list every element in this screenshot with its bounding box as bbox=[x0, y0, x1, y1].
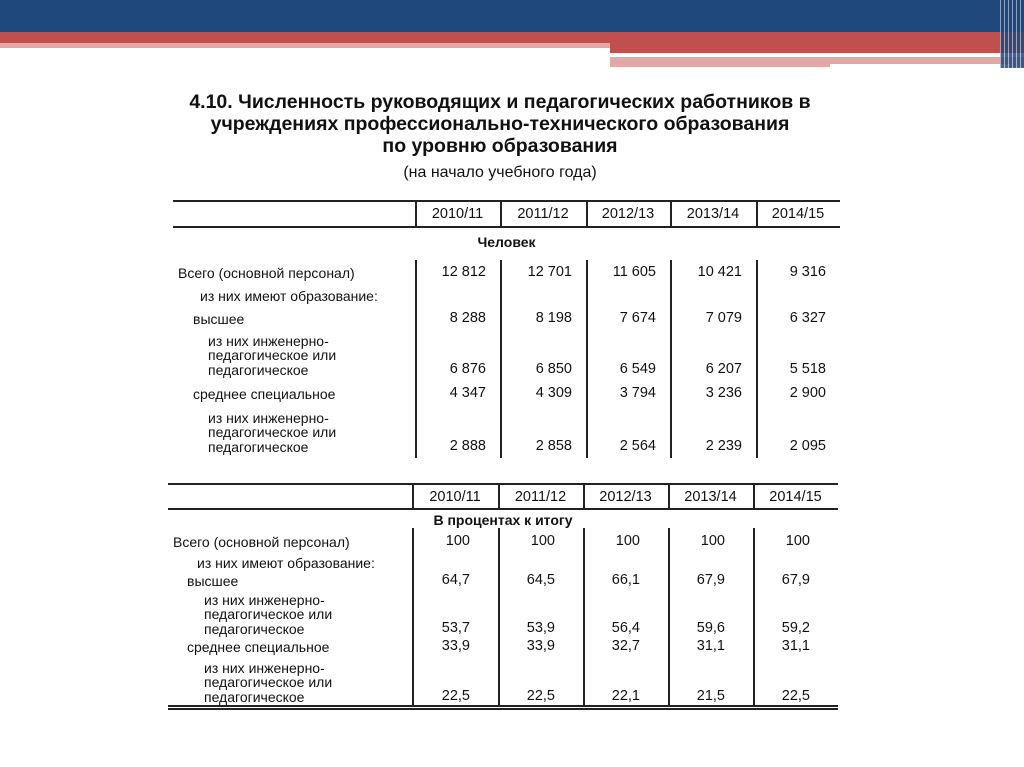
cell-value: 4 309 bbox=[535, 385, 572, 401]
row-label: из них инженерно- педагогическое или педагогическое bbox=[204, 591, 333, 637]
row-label: из них инженерно- педагогическое или педагогическое bbox=[208, 332, 337, 378]
cell-value: 4 347 bbox=[449, 385, 486, 401]
header-band-red-right bbox=[610, 43, 1024, 53]
cell-value: 22,5 bbox=[441, 688, 470, 704]
unit-caption: Человек bbox=[477, 234, 536, 250]
column-header: 2010/11 bbox=[431, 206, 484, 222]
row-label: среднее специальное bbox=[187, 638, 330, 655]
column-header: 2014/15 bbox=[771, 206, 825, 222]
row-label: Всего (основной персонал) bbox=[178, 264, 355, 281]
cell-value: 8 288 bbox=[449, 310, 486, 326]
table-row bbox=[173, 200, 840, 454]
cell-value: 2 858 bbox=[535, 438, 572, 454]
header-band-white-strip bbox=[830, 64, 1010, 69]
cell-value: 2 239 bbox=[705, 438, 742, 454]
header-band-blue bbox=[0, 0, 1024, 32]
header-band-red bbox=[0, 32, 1024, 43]
cell-value: 53,7 bbox=[441, 620, 470, 636]
table-bottom-rule bbox=[168, 708, 838, 710]
cell-value: 2 095 bbox=[789, 438, 826, 454]
cell-value: 2 900 bbox=[789, 385, 826, 401]
table-bottom-rule bbox=[168, 705, 838, 707]
table-percent bbox=[168, 483, 838, 713]
cell-value: 3 236 bbox=[705, 385, 742, 401]
column-header: 2014/15 bbox=[769, 489, 822, 505]
cell-value: 6 850 bbox=[535, 361, 572, 377]
cell-value: 100 bbox=[445, 533, 470, 549]
slide-subtitle: (на начало учебного года) bbox=[403, 164, 597, 181]
unit-caption: В процентах к итогу bbox=[433, 512, 573, 528]
cell-value: 100 bbox=[700, 533, 725, 549]
row-label: Всего (основной персонал) bbox=[173, 533, 350, 550]
cell-value: 100 bbox=[785, 533, 810, 549]
header-band-pink-left bbox=[0, 43, 610, 48]
cell-value: 64,7 bbox=[441, 572, 470, 588]
cell-value: 6 549 bbox=[619, 361, 656, 377]
cell-value: 53,9 bbox=[526, 620, 555, 636]
column-header: 2011/12 bbox=[514, 489, 567, 505]
row-label: из них имеют образование: bbox=[200, 287, 378, 304]
cell-value: 21,5 bbox=[696, 688, 725, 704]
cell-value: 59,2 bbox=[781, 620, 810, 636]
row-label: среднее специальное bbox=[193, 385, 336, 402]
row-label: высшее bbox=[187, 572, 239, 589]
title-line: по уровню образования bbox=[382, 135, 618, 157]
cell-value: 67,9 bbox=[781, 572, 810, 588]
cell-value: 22,5 bbox=[781, 688, 810, 704]
cell-value: 5 518 bbox=[789, 361, 826, 377]
cell-value: 64,5 bbox=[526, 572, 555, 588]
slide-title bbox=[0, 91, 1000, 157]
column-header: 2010/11 bbox=[429, 489, 481, 505]
cell-value: 12 812 bbox=[441, 264, 486, 280]
cell-value: 11 605 bbox=[612, 264, 656, 280]
cell-value: 3 794 bbox=[619, 385, 656, 401]
cell-value: 12 701 bbox=[527, 264, 572, 280]
cell-value: 56,4 bbox=[611, 620, 640, 636]
column-header: 2011/12 bbox=[517, 206, 569, 222]
table-persons bbox=[173, 200, 840, 466]
cell-value: 33,9 bbox=[441, 638, 470, 654]
title-line: учреждениях профессионально-технического образования bbox=[210, 113, 790, 135]
cell-value: 6 207 bbox=[705, 361, 742, 377]
cell-value: 67,9 bbox=[696, 572, 725, 588]
column-header: 2012/13 bbox=[601, 206, 655, 222]
cell-value: 7 674 bbox=[619, 310, 656, 326]
cell-value: 6 876 bbox=[449, 361, 486, 377]
cell-value: 59,6 bbox=[696, 620, 725, 636]
cell-value: 66,1 bbox=[611, 572, 640, 588]
header-band-edge-lines bbox=[1000, 0, 1024, 68]
cell-value: 33,9 bbox=[526, 638, 555, 654]
cell-value: 100 bbox=[530, 533, 555, 549]
row-label: из них имеют образование: bbox=[197, 554, 375, 571]
cell-value: 6 327 bbox=[789, 310, 826, 326]
row-label: высшее bbox=[193, 310, 245, 327]
row-label: из них инженерно- педагогическое или педагогическое bbox=[204, 659, 333, 705]
cell-value: 7 079 bbox=[705, 310, 742, 326]
cell-value: 2 888 bbox=[449, 438, 486, 454]
cell-value: 32,7 bbox=[611, 638, 640, 654]
row-label: из них инженерно- педагогическое или педагогическое bbox=[208, 409, 337, 455]
column-header: 2012/13 bbox=[599, 489, 652, 505]
cell-value: 2 564 bbox=[619, 438, 656, 454]
column-header: 2013/14 bbox=[684, 489, 737, 505]
cell-value: 31,1 bbox=[696, 638, 725, 654]
cell-value: 10 421 bbox=[697, 264, 742, 280]
cell-value: 22,5 bbox=[526, 688, 555, 704]
cell-value: 22,1 bbox=[611, 688, 640, 704]
table-row bbox=[168, 483, 838, 704]
cell-value: 31,1 bbox=[781, 638, 810, 654]
cell-value: 100 bbox=[615, 533, 640, 549]
cell-value: 9 316 bbox=[789, 264, 826, 280]
cell-value: 8 198 bbox=[535, 310, 572, 326]
title-line: 4.10. Численность руководящих и педагогических работников в bbox=[189, 91, 811, 113]
column-header: 2013/14 bbox=[686, 206, 740, 222]
